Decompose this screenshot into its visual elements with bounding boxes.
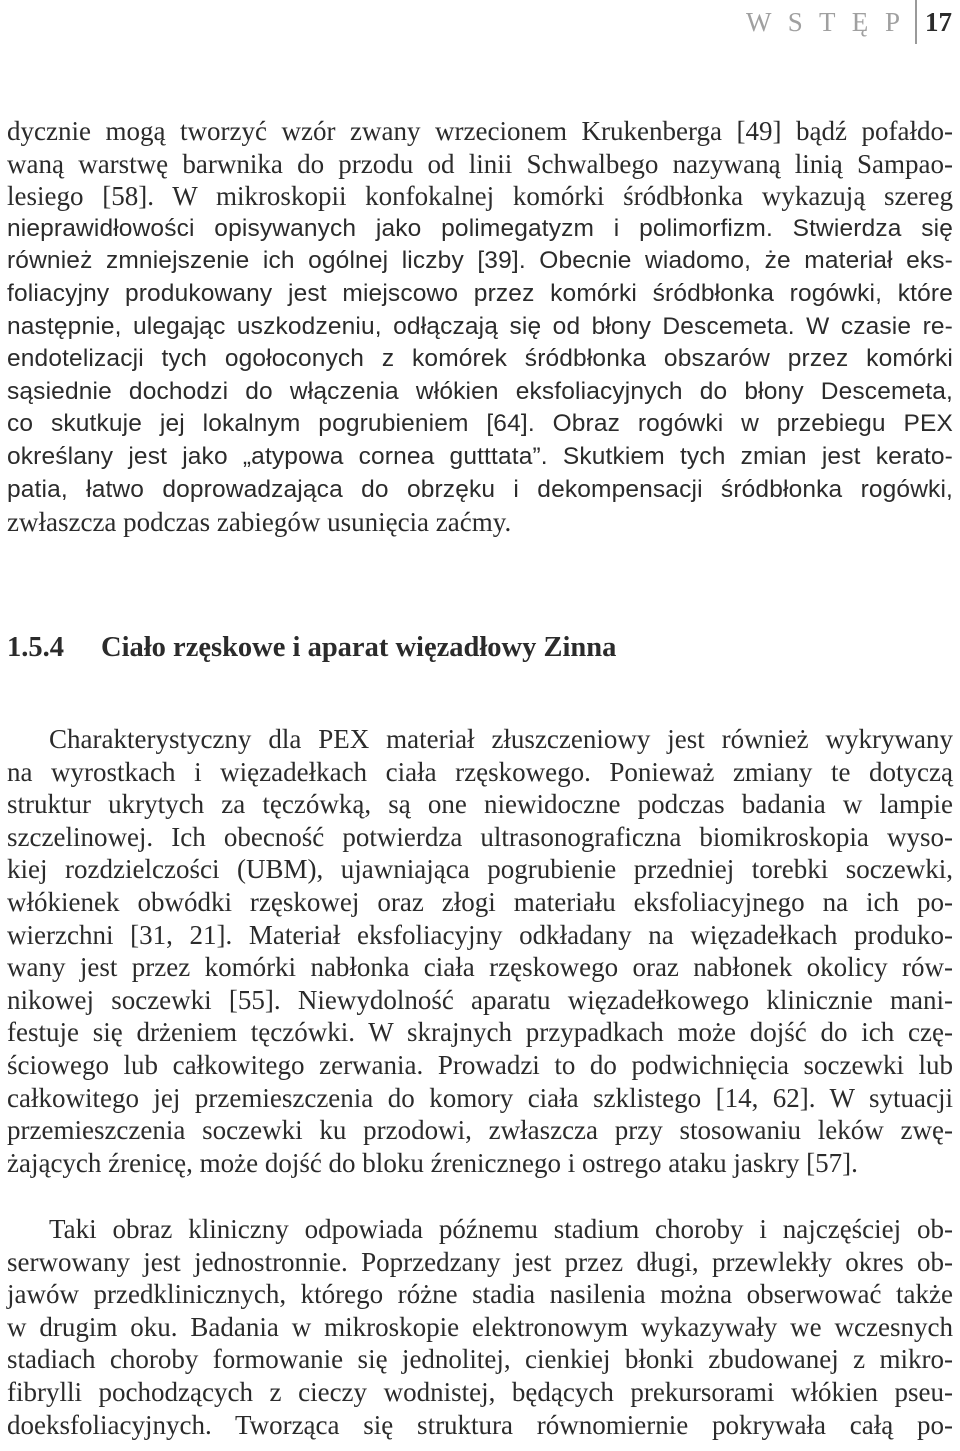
paragraph-2	[7, 723, 953, 1179]
text-line: serwowany jest jednostronnie. Poprzedzany jest przez długi, przewlekły okres ob-	[7, 1246, 953, 1277]
running-head-title: W S T Ę P	[746, 0, 917, 44]
text-line: co skutkuje jej lokalnym pogrubieniem [64]. Obraz rogówki w przebiegu PEX	[7, 410, 953, 438]
text-line: przemieszczenia soczewki ku przodowi, zwłaszcza przy stosowaniu leków zwę-	[7, 1115, 953, 1146]
text-line: nieprawidłowości opisywanych jako polimegatyzm i polimorfizm. Stwierdza się	[7, 214, 953, 242]
text-line: następnie, ulegając uszkodzeniu, odłączają się od błony Descemeta. W czasie re-	[7, 312, 953, 340]
text-line: patia, łatwo doprowadzająca do obrzęku i dekompensacji śródbłonka rogówki,	[7, 475, 953, 503]
text-line: na wyrostkach i więzadełkach ciała rzęskowego. Ponieważ zmiany te dotyczą	[7, 756, 953, 787]
text-line: wany jest przez komórki nabłonka ciała rzęskowego oraz nabłonek okolicy rów-	[7, 952, 953, 983]
text-line: w drugim oku. Badania w mikroskopie elektronowym wykazywały we wczesnych	[7, 1311, 953, 1342]
text-line: określany jest jako „atypowa cornea gutttata”. Skutkiem tych zmian jest kerato-	[7, 442, 953, 470]
text-line: nikowej soczewki [55]. Niewydolność aparatu więzadełkowego klinicznie mani-	[7, 984, 953, 1015]
text-line: festuje się drżeniem tęczówki. W skrajnych przypadkach może dojść do ich czę-	[7, 1017, 953, 1048]
text-line: fibrylli pochodzących z cieczy wodnistej, będących prekursorami włókien pseu-	[7, 1376, 953, 1407]
section-heading	[7, 628, 616, 668]
text-line: struktur ukrytych za tęczówką, są one niewidoczne podczas badania w lampie	[7, 789, 953, 820]
text-line: kiej rozdzielczości (UBM), ujawniająca pogrubienie przedniej torebki soczewki,	[7, 854, 953, 885]
text-line: szczelinowej. Ich obecność potwierdza ultrasonograficzna biomikroskopia wyso-	[7, 821, 953, 852]
text-line: zwłaszcza podczas zabiegów usunięcia zaćmy.	[7, 507, 512, 538]
text-line: jawów przedklinicznych, którego różne stadia nasilenia można obserwować także	[7, 1279, 953, 1310]
paragraph-3	[7, 1213, 953, 1441]
text-line: endotelizacji tych ogołoconych z komórek śródbłonka obszarów przez komórki	[7, 345, 953, 373]
text-line: stadiach choroby formowanie się jednolitej, cienkiej błonki zbudowanej z mikro-	[7, 1344, 953, 1375]
text-line: Charakterystyczny dla PEX materiał złuszczeniowy jest również wykrywany	[49, 724, 953, 754]
text-line: foliacyjny produkowany jest miejscowo przez komórki śródbłonka rogówki, które	[7, 279, 953, 307]
text-line: waną warstwę barwnika do przodu od linii Schwalbego nazywaną linią Sampao-	[7, 148, 953, 179]
running-header	[746, 0, 960, 44]
paragraph-1	[7, 115, 953, 539]
text-line: również zmniejszenie ich ogólnej liczby [39]. Obecnie wiadomo, że materiał eks-	[7, 247, 953, 275]
text-line: włókienek obwódki rzęskowej oraz złogi materiału eksfoliacyjnego na ich po-	[7, 886, 953, 917]
section-number: 1.5.4	[7, 632, 64, 663]
text-line: doeksfoliacyjnych. Tworząca się struktura równomiernie pokrywała całą po-	[7, 1409, 953, 1440]
text-line: całkowitego jej przemieszczenia do komory ciała szklistego [14, 62]. W sytuacji	[7, 1082, 953, 1113]
text-line: sąsiednie dochodzi do włączenia włókien eksfoliacyjnych do błony Descemeta,	[7, 377, 953, 405]
text-line: wierzchni [31, 21]. Materiał eksfoliacyjny odkładany na więzadełkach produko-	[7, 919, 953, 950]
text-line: ściowego lub całkowitego zerwania. Prowadzi to do podwichnięcia soczewki lub	[7, 1049, 953, 1080]
text-line: Taki obraz kliniczny odpowiada późnemu stadium choroby i najczęściej ob-	[49, 1214, 953, 1244]
text-line: lesiego [58]. W mikroskopii konfokalnej komórki śródbłonka wykazują szereg	[7, 181, 953, 212]
section-title: Ciało rzęskowe i aparat więzadłowy Zinna	[101, 632, 617, 663]
text-line: dycznie mogą tworzyć wzór zwany wrzecionem Krukenberga [49] bądź pofałdo-	[7, 116, 953, 146]
text-line: żających źrenicę, może dojść do bloku źrenicznego i ostrego ataku jaskry [57].	[7, 1147, 858, 1178]
page-number: 17	[925, 7, 952, 37]
